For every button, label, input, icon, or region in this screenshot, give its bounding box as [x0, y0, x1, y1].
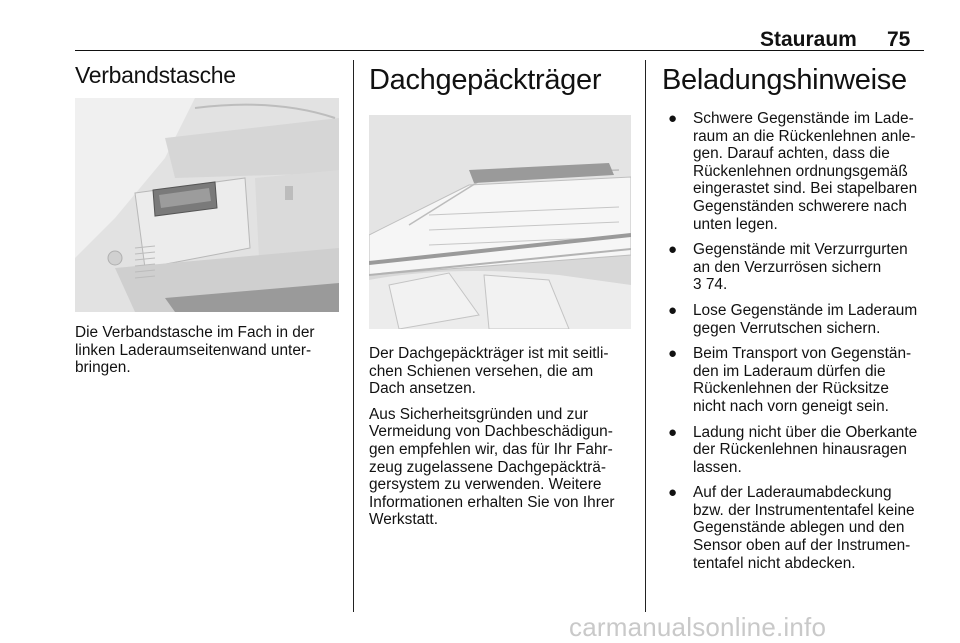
text-line: raum an die Rückenlehnen anle-: [693, 127, 916, 145]
bullet-icon: ●: [668, 345, 678, 363]
bullet-icon: ●: [668, 110, 678, 127]
list-item: [662, 484, 927, 572]
figure-cargo-side-compartment: [75, 98, 339, 312]
text-line: Auf der Laderaumabdeckung: [693, 484, 892, 502]
column-first-aid-kit: [75, 60, 343, 89]
text-line: linken Laderaumseitenwand unter-: [75, 341, 312, 359]
text-line: Informationen erhalten Sie von Ihrer: [369, 493, 615, 511]
paragraph-roof-rack-2: [369, 406, 635, 529]
text-line: Werkstatt.: [369, 511, 438, 529]
column-roof-rack-text: [369, 345, 635, 537]
bullet-icon: ●: [668, 301, 678, 319]
text-line: Aus Sicherheitsgründen und zur: [369, 405, 589, 423]
text-line: gen. Darauf achten, dass die: [693, 145, 890, 163]
text-line: gersystem zu verwenden. Weitere: [369, 476, 602, 494]
text-line: Beim Transport von Gegenstän-: [693, 345, 912, 363]
text-line: tentafel nicht abdecken.: [693, 554, 856, 572]
text-line: chen Schienen versehen, die am: [369, 362, 594, 380]
text-line: bzw. der Instrumententafel keine: [693, 501, 915, 519]
section-heading-roof-rack: Dachgepäckträger: [369, 64, 602, 96]
text-line: Rückenlehnen der Rücksitze: [693, 380, 889, 398]
text-line: gen empfehlen wir, das für Ihr Fahr-: [369, 440, 613, 458]
figure-roof-rack: [369, 115, 631, 329]
column-roof-rack: [369, 60, 635, 97]
bullet-icon: ●: [668, 423, 678, 441]
text-line: Gegenständen schwerere nach: [693, 197, 907, 215]
list-item: [662, 345, 927, 415]
section-heading-first-aid-kit: Verbandstasche: [75, 62, 236, 88]
section-heading-loading: Beladungshinweise: [662, 64, 907, 96]
watermark: carmanualsonline.info: [569, 612, 827, 642]
text-line: Die Verbandstasche im Fach in der: [75, 324, 315, 341]
text-line: Lose Gegenstände im Laderaum: [693, 301, 918, 319]
text-line: Vermeidung von Dachbeschädigun-: [369, 423, 613, 441]
column-divider-1: [353, 60, 354, 612]
text-line: der Rückenlehnen hinausragen: [693, 441, 907, 459]
page-reference-link[interactable]: 3 74.: [693, 276, 728, 294]
column-loading-instructions: [662, 60, 927, 580]
text-line: Ladung nicht über die Oberkante: [693, 423, 918, 441]
text-line: lassen.: [693, 458, 742, 476]
text-line: unten legen.: [693, 215, 778, 233]
text-line: Schwere Gegenstände im Lade-: [693, 110, 914, 127]
loading-bullet-list: [662, 110, 927, 572]
list-item: [662, 241, 927, 294]
bullet-icon: ●: [668, 241, 678, 259]
column-first-aid-text: [75, 324, 343, 377]
text-line: Rückenlehnen ordnungsgemäß: [693, 162, 908, 180]
list-item: [662, 424, 927, 477]
bullet-icon: ●: [668, 484, 678, 502]
column-divider-2: [645, 60, 646, 612]
header-rule: [75, 50, 924, 51]
text-line: Gegenstände mit Verzurrgurten: [693, 241, 908, 259]
list-item: [662, 302, 927, 337]
text-line: gegen Verrutschen sichern.: [693, 319, 881, 337]
text-line: Dach ansetzen.: [369, 380, 476, 398]
paragraph-first-aid-kit: [75, 324, 343, 377]
running-header-title: Stauraum: [760, 28, 857, 51]
page-number: 75: [887, 28, 911, 51]
text-line: Gegenstände ablegen und den: [693, 519, 905, 537]
text-line: an den Verzurrösen sichern: [693, 258, 882, 276]
list-item: [662, 110, 927, 233]
paragraph-roof-rack-1: [369, 345, 635, 398]
text-line: nicht nach vorn geneigt sein.: [693, 397, 889, 415]
text-line: Sensor oben auf der Instrumen-: [693, 537, 911, 555]
text-line: den im Laderaum dürfen die: [693, 362, 886, 380]
text-line: zeug zugelassene Dachgepäckträ-: [369, 458, 606, 476]
text-line: Der Dachgepäckträger ist mit seitli-: [369, 345, 609, 362]
text-line: bringen.: [75, 359, 131, 377]
text-line: eingerastet sind. Bei stapelbaren: [693, 180, 918, 198]
